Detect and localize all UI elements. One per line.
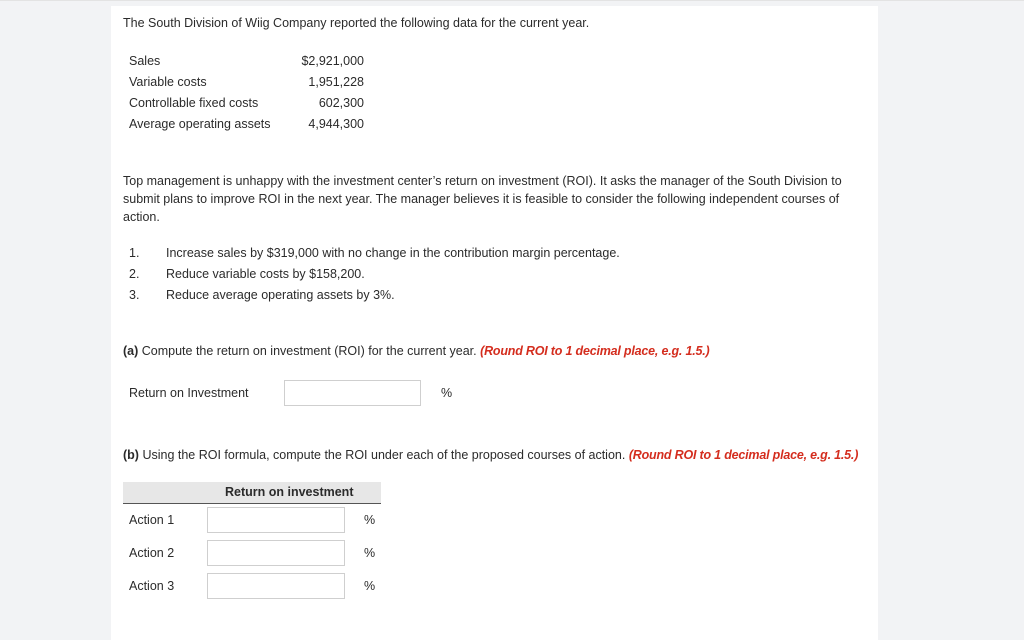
data-label-sales: Sales (129, 54, 161, 68)
part-a-question (123, 344, 709, 358)
roi-field-label: Return on Investment (129, 386, 249, 400)
course-number: 1. (129, 246, 140, 260)
part-a-hint: (Round ROI to 1 decimal place, e.g. 1.5.) (480, 344, 710, 358)
part-a-question-text: Compute the return on investment (ROI) for the current year. (138, 344, 481, 358)
course-number: 2. (129, 267, 140, 281)
roi-input[interactable] (284, 380, 421, 406)
action-1-label: Action 1 (129, 513, 175, 527)
part-b-question-text: Using the ROI formula, compute the ROI under each of the proposed courses of action. (138, 448, 629, 462)
action-2-roi-input[interactable] (207, 540, 345, 566)
action-3-roi-input[interactable] (207, 573, 345, 599)
action-1-unit: % (364, 513, 376, 527)
question-panel (111, 6, 878, 640)
action-2-unit: % (364, 546, 376, 560)
scenario-paragraph: Top management is unhappy with the investment center’s return on investment (ROI). It asks the manager of the South Division to submit plans to improve ROI in the next year. The manager believes it is feasible to consider the following independent courses of action. (123, 174, 842, 224)
action-2-label: Action 2 (129, 546, 175, 560)
action-3-unit: % (364, 579, 376, 593)
part-a-label: (a) (123, 344, 139, 358)
data-value-sales: $2,921,000 (301, 54, 364, 68)
data-label-fixed-costs: Controllable fixed costs (129, 96, 259, 110)
data-value-variable-costs: 1,951,228 (308, 75, 364, 89)
course-text: Increase sales by $319,000 with no change in the contribution margin percentage. (166, 246, 620, 260)
course-number: 3. (129, 288, 140, 302)
part-b-label: (b) (123, 448, 139, 462)
data-label-operating-assets: Average operating assets (129, 117, 271, 131)
data-value-fixed-costs: 602,300 (318, 96, 364, 110)
roi-unit: % (441, 386, 453, 400)
roi-table-header (123, 482, 381, 504)
intro-text: The South Division of Wiig Company reported the following data for the current year. (123, 16, 590, 30)
top-divider (0, 0, 1024, 1)
roi-column-header: Return on investment (225, 485, 354, 499)
action-1-roi-input[interactable] (207, 507, 345, 533)
action-3-label: Action 3 (129, 579, 175, 593)
data-value-operating-assets: 4,944,300 (308, 117, 364, 131)
course-text: Reduce average operating assets by 3%. (166, 288, 395, 302)
data-label-variable-costs: Variable costs (129, 75, 207, 89)
part-b-hint: (Round ROI to 1 decimal place, e.g. 1.5.) (628, 448, 859, 462)
course-text: Reduce variable costs by $158,200. (166, 267, 365, 281)
part-b-question (123, 448, 858, 462)
